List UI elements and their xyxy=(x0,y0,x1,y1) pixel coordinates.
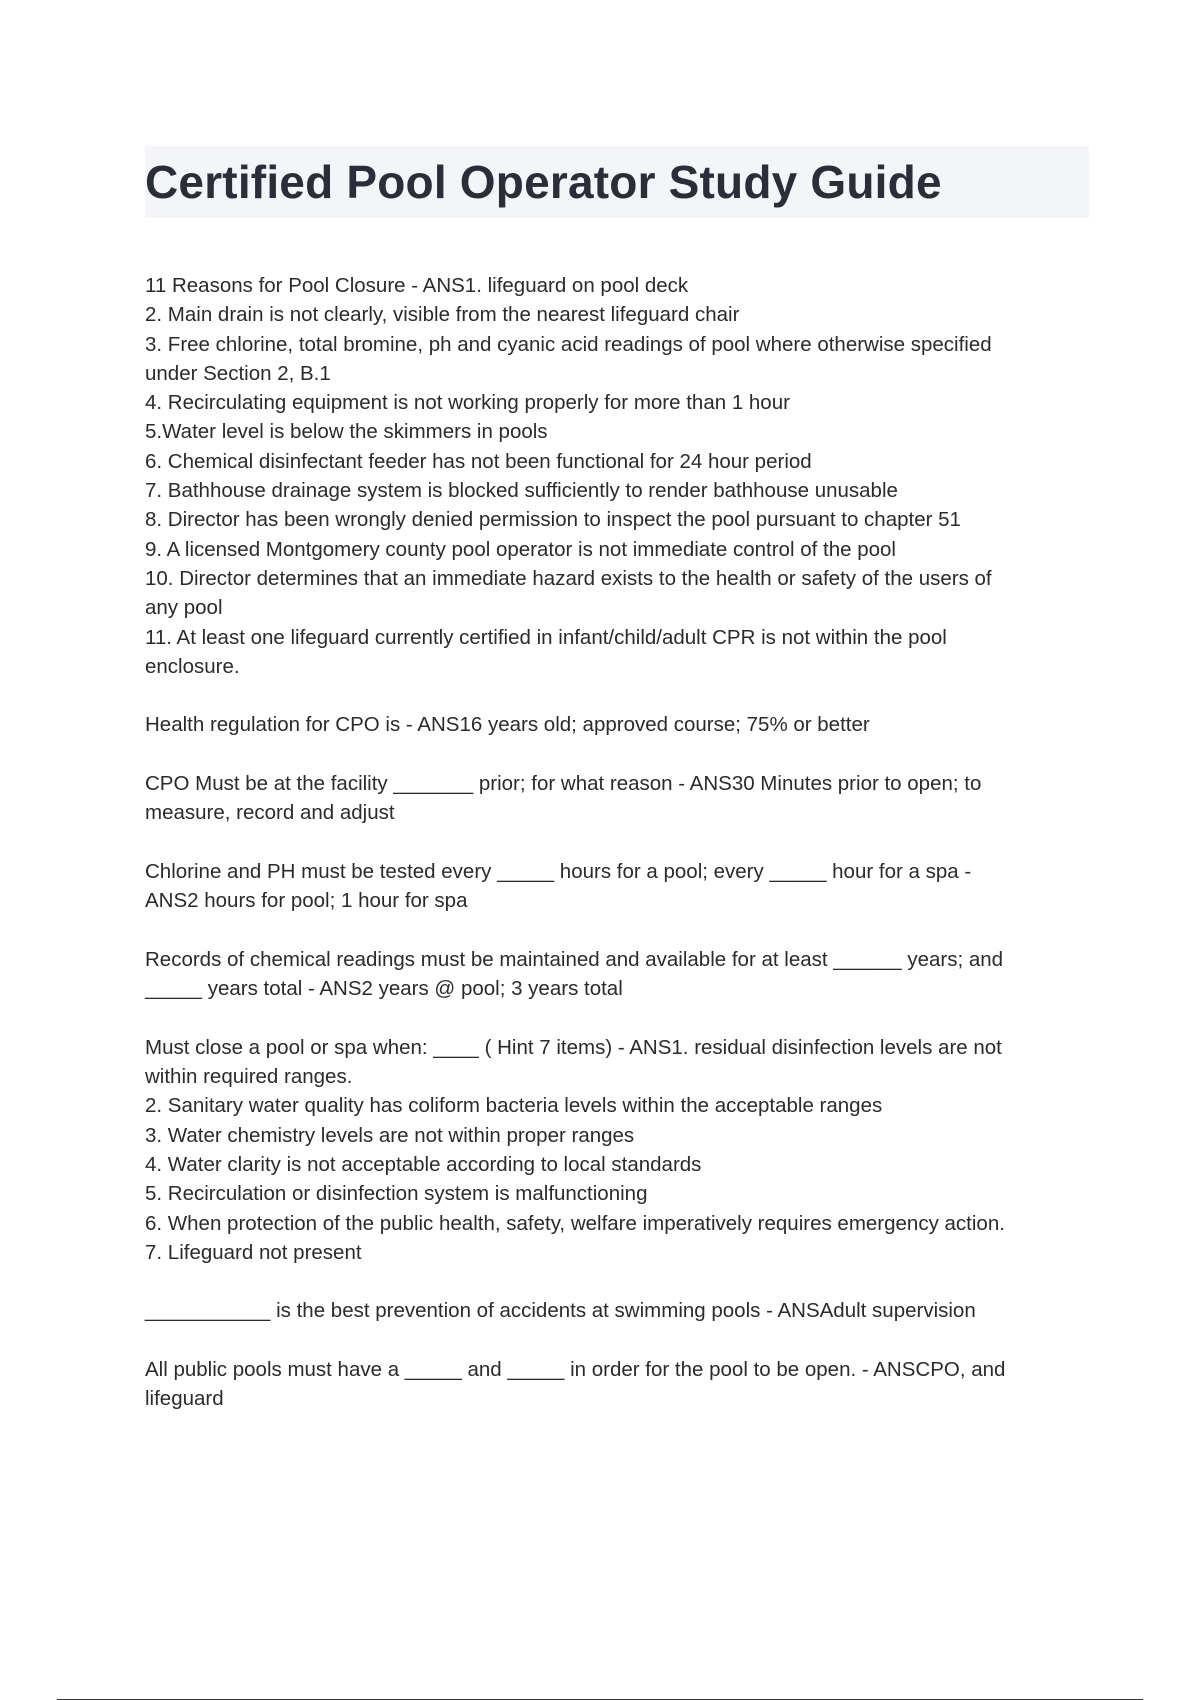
study-entry-line: Chlorine and PH must be tested every _____ hours for a pool; every _____ hour for a spa - xyxy=(145,859,972,883)
study-entry-line: 11 Reasons for Pool Closure - ANS1. lifeguard on pool deck xyxy=(145,274,689,297)
study-entry-line: _____ years total - ANS2 years @ pool; 3 years total xyxy=(145,977,623,1001)
study-entry-line: 5. Recirculation or disinfection system is malfunctioning xyxy=(145,1182,648,1206)
study-entry-line: lifeguard xyxy=(145,1387,224,1411)
study-entry-line: 10. Director determines that an immediate hazard exists to the health or safety of the users of xyxy=(145,566,992,590)
study-entry-line: ___________ is the best prevention of accidents at swimming pools - ANSAdult supervision xyxy=(145,1299,976,1323)
study-entry-line: 8. Director has been wrongly denied permission to inspect the pool pursuant to chapter 51 xyxy=(145,508,961,532)
study-entry-line: 11. At least one lifeguard currently certified in infant/child/adult CPR is not within the pool xyxy=(145,625,947,649)
study-entry-line: CPO Must be at the facility _______ prior; for what reason - ANS30 Minutes prior to open; to xyxy=(145,772,982,796)
study-entry-line: Must close a pool or spa when: ____ ( Hint 7 items) - ANS1. residual disinfection levels are not xyxy=(145,1035,1002,1059)
study-entry-line: 2. Main drain is not clearly, visible from the nearest lifeguard chair xyxy=(145,303,740,327)
study-entry-line: 6. Chemical disinfectant feeder has not been functional for 24 hour period xyxy=(145,449,812,473)
study-entry-line: Health regulation for CPO is - ANS16 years old; approved course; 75% or better xyxy=(145,713,870,737)
study-entry xyxy=(145,1355,1090,1414)
study-entry xyxy=(145,769,1090,828)
study-entry-line: measure, record and adjust xyxy=(145,801,395,825)
study-entry xyxy=(145,710,1090,739)
study-entry-line: Records of chemical readings must be maintained and available for at least ______ years; and xyxy=(145,947,1004,971)
study-entry xyxy=(145,945,1090,1004)
study-entry-line: 4. Water clarity is not acceptable according to local standards xyxy=(145,1152,702,1176)
study-entry-line: 6. When protection of the public health, safety, welfare imperatively requires emergency action. xyxy=(145,1211,1005,1235)
study-entry-line: under Section 2, B.1 xyxy=(145,361,331,385)
page-title: Certified Pool Operator Study Guide xyxy=(145,156,942,208)
study-entry xyxy=(145,271,1090,681)
study-entry-line: 7. Lifeguard not present xyxy=(145,1240,362,1264)
study-entry-line: 9. A licensed Montgomery county pool operator is not immediate control of the pool xyxy=(145,537,896,561)
study-entry-line: 4. Recirculating equipment is not working properly for more than 1 hour xyxy=(145,391,790,415)
study-entry-line: 7. Bathhouse drainage system is blocked sufficiently to render bathhouse unusable xyxy=(145,479,898,503)
study-entry-line: 3. Free chlorine, total bromine, ph and cyanic acid readings of pool where otherwise specified xyxy=(145,332,992,356)
study-entry-line: ANS2 hours for pool; 1 hour for spa xyxy=(145,889,468,913)
study-entry-line: 5.Water level is below the skimmers in pools xyxy=(145,420,548,444)
study-entry xyxy=(145,1296,1090,1325)
study-entry-line: enclosure. xyxy=(145,654,240,678)
study-entry xyxy=(145,857,1090,916)
study-entry-line: any pool xyxy=(145,596,223,620)
study-entry-line: within required ranges. xyxy=(145,1065,353,1089)
study-entry-line: 3. Water chemistry levels are not within proper ranges xyxy=(145,1123,635,1147)
study-entry-line: 2. Sanitary water quality has coliform bacteria levels within the acceptable ranges xyxy=(145,1094,883,1118)
study-entry xyxy=(145,1033,1090,1267)
study-entry-line: All public pools must have a _____ and _____ in order for the pool to be open. - ANSCPO, and xyxy=(145,1357,1006,1381)
study-guide-body xyxy=(145,271,1090,1443)
